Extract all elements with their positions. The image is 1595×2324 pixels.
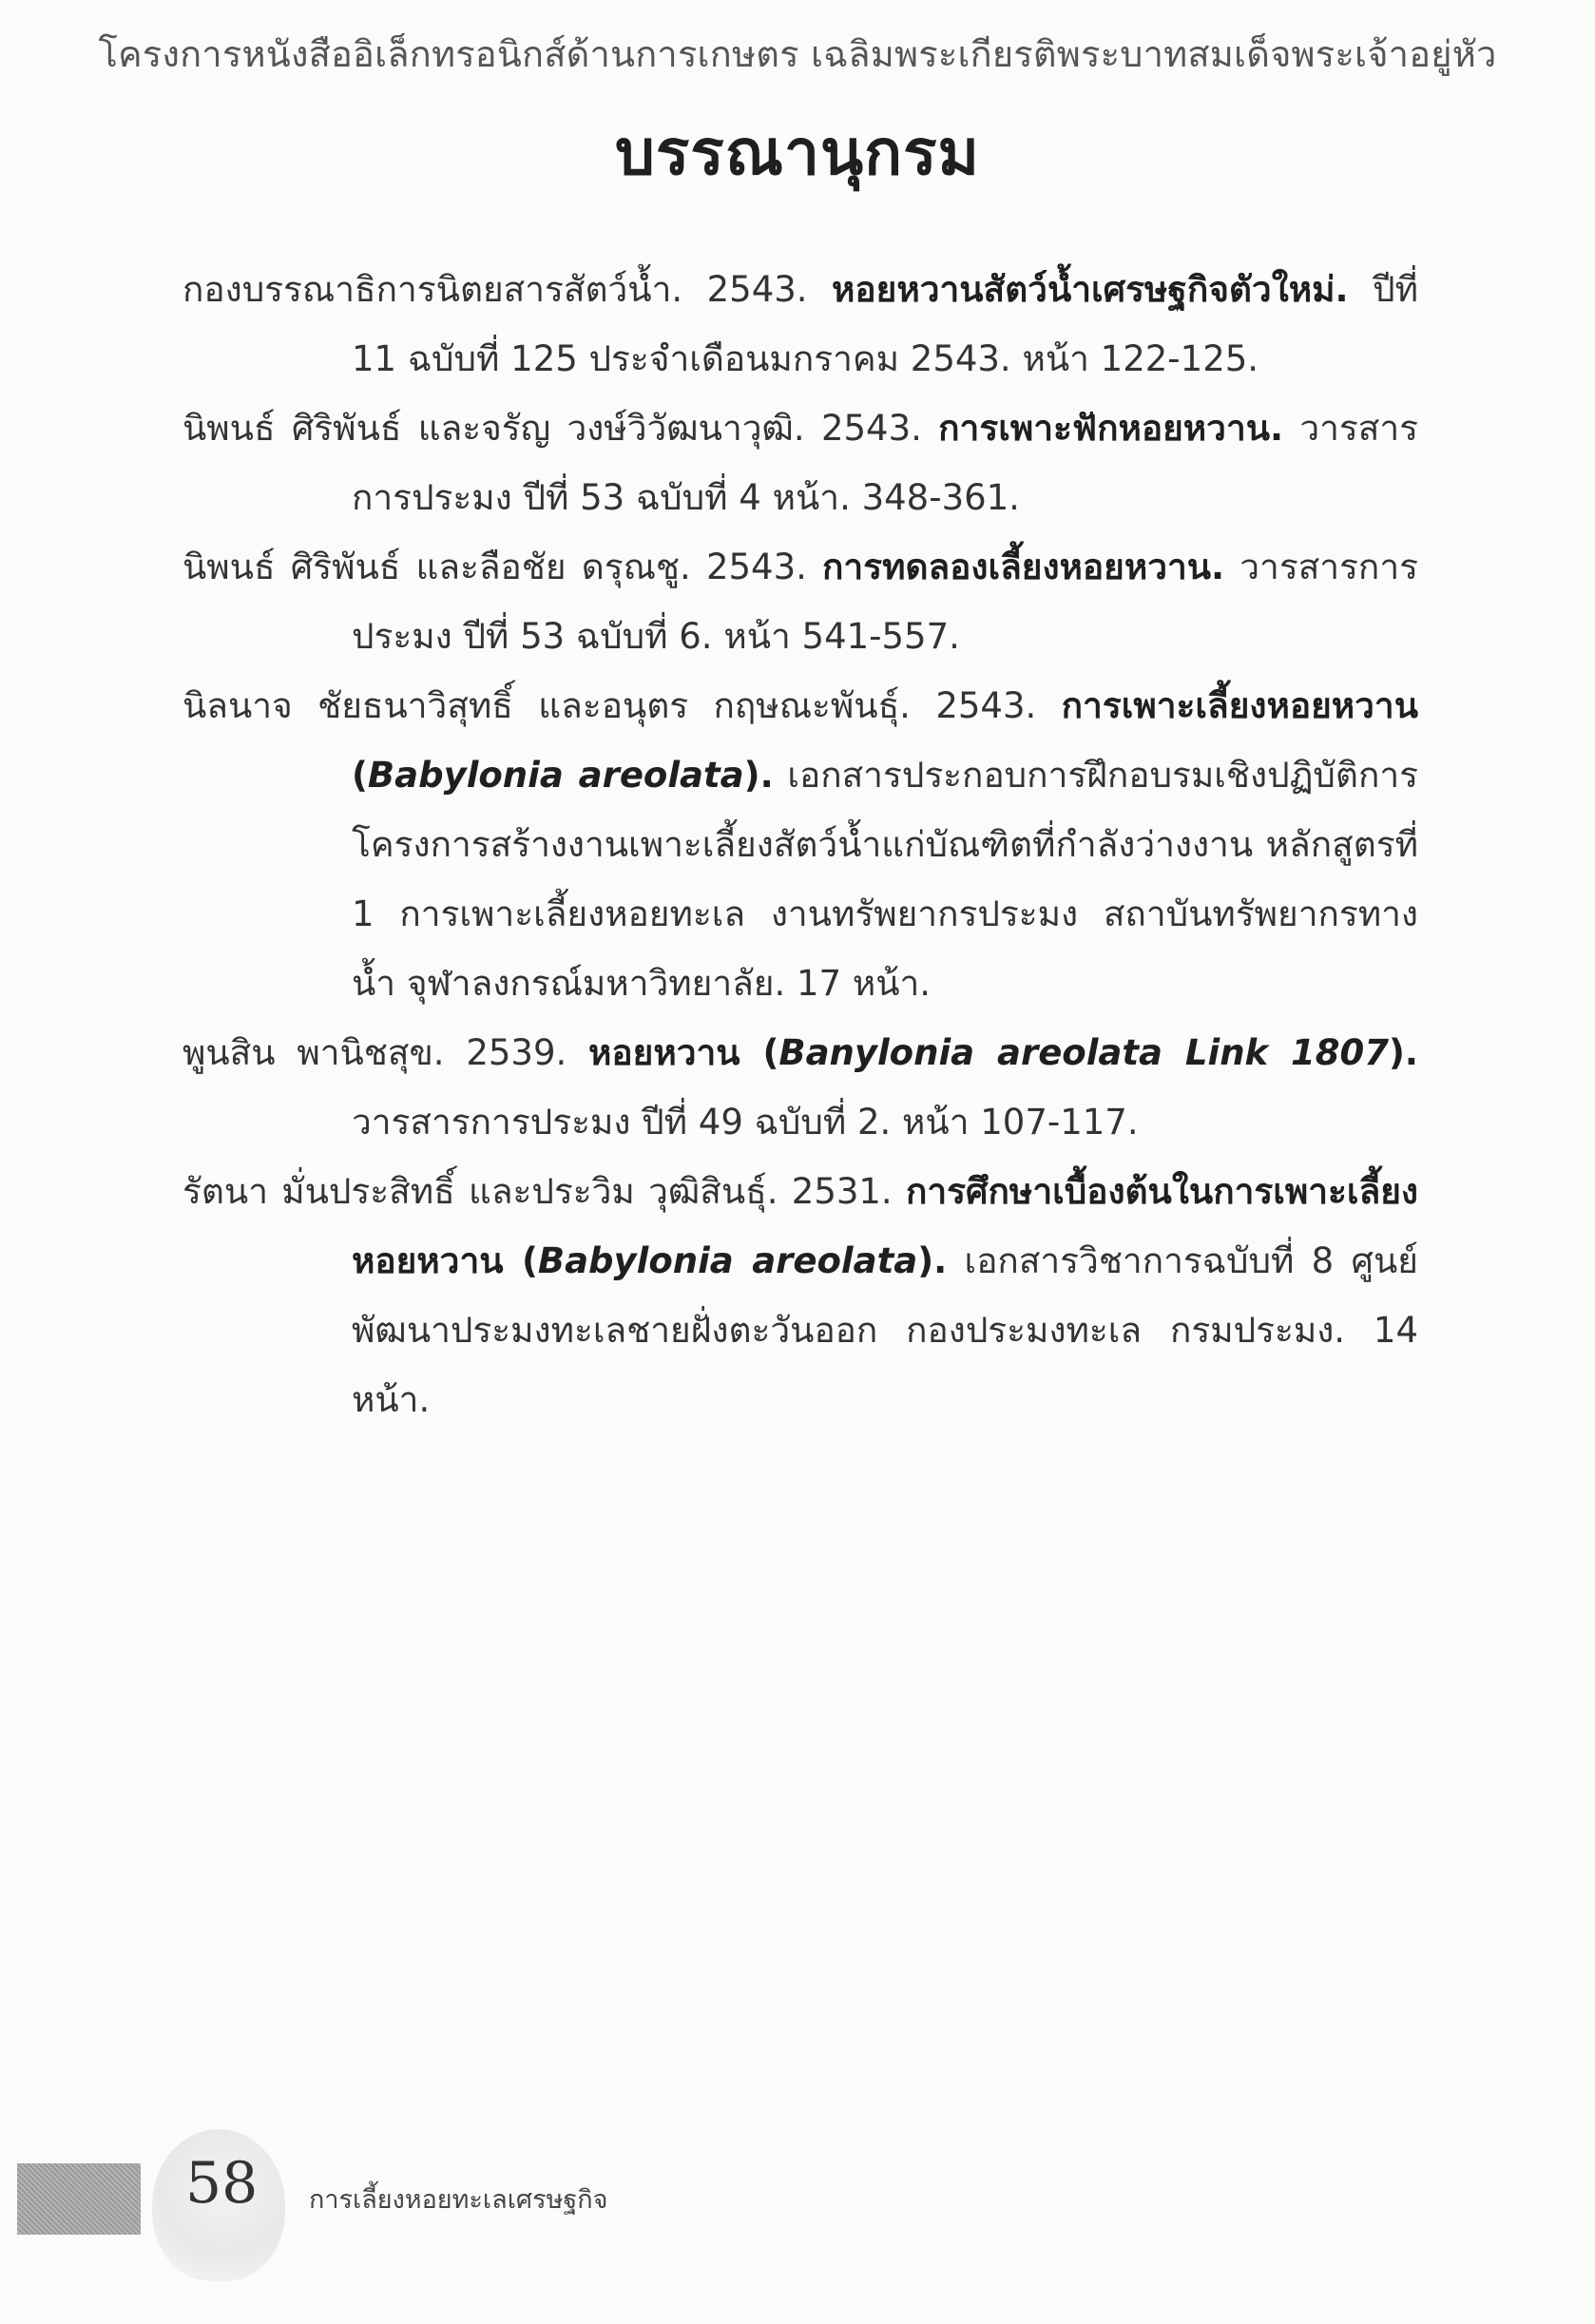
reference-entry (183, 532, 1418, 671)
species-name: Babylonia areolata (367, 755, 744, 796)
page-number: 58 (185, 2150, 259, 2217)
footer-book-title: การเลี้ยงหอยทะเลเศรษฐกิจ (309, 2185, 608, 2215)
reference-entry (183, 394, 1418, 532)
page-footer (0, 2129, 1595, 2243)
species-name: Babylonia areolata (537, 1240, 918, 1281)
reference-title: การเพาะฟักหอยหวาน. (938, 408, 1284, 449)
species-name: Banylonia areolata Link 1807 (778, 1032, 1390, 1073)
reference-title: การทดลองเลี้ยงหอยหวาน. (822, 547, 1225, 587)
reference-details: วารสารการประมง ปีที่ 53 ฉบับที่ 4 หน้า. 348-361. (352, 408, 1419, 518)
reference-author-year: นิพนธ์ ศิริพันธ์ และลือชัย ดรุณชู. 2543. (183, 547, 823, 587)
reference-details: เอกสารวิชาการฉบับที่ 8 ศูนย์พัฒนาประมงทะเลชายฝั่งตะวันออก กองประมงทะเล กรมประมง. 14 หน้า. (352, 1240, 1418, 1420)
reference-entry (183, 1157, 1418, 1434)
reference-list (183, 255, 1418, 1434)
reference-author-year: พูนสิน พานิชสุข. 2539. (183, 1032, 589, 1073)
reference-author-year: นิลนาจ ชัยธนาวิสุทธิ์ และอนุตร กฤษณะพันธุ์. 2543. (183, 685, 1062, 726)
reference-details: วารสารการประมง ปีที่ 49 ฉบับที่ 2. หน้า 107-117. (352, 1102, 1139, 1143)
reference-author-year: นิพนธ์ ศิริพันธ์ และจรัญ วงษ์วิวัฒนาวุฒิ. 2543. (183, 408, 939, 449)
reference-title: การศึกษาเบื้องต้นในการเพาะเลี้ยงหอยหวาน (Babylonia areolata). (352, 1171, 1418, 1281)
reference-details: วารสารการประมง ปีที่ 53 ฉบับที่ 6. หน้า 541-557. (352, 547, 1418, 657)
reference-author-year: กองบรรณาธิการนิตยสารสัตว์น้ำ. 2543. (183, 269, 833, 310)
reference-author-year: รัตนา มั่นประสิทธิ์ และประวิม วุฒิสินธุ์. 2531. (183, 1171, 906, 1212)
reference-title: หอยหวาน (Banylonia areolata Link 1807). (588, 1032, 1418, 1073)
running-header: โครงการหนังสืออิเล็กทรอนิกส์ด้านการเกษตร เฉลิมพระเกียรติพระบาทสมเด็จพระเจ้าอยู่หัว (98, 33, 1497, 75)
reference-details: เอกสารประกอบการฝึกอบรมเชิงปฏิบัติการ โครงการสร้างงานเพาะเลี้ยงสัตว์น้ำแก่บัณฑิตที่กำลังว่างงาน หลักสูตรที่ 1 การเพาะเลี้ยงหอยทะเล งานทรัพยากรประมง สถาบันทรัพยากรทางน้ำ จุฬาลงกรณ์มหาวิทยาลัย. 17 หน้า. (352, 755, 1418, 1004)
page-title: บรรณานุกรม (614, 116, 981, 189)
reference-entry (183, 1018, 1418, 1157)
footer-gray-bar (17, 2163, 141, 2235)
reference-title: หอยหวานสัตว์น้ำเศรษฐกิจตัวใหม่. (832, 269, 1349, 310)
reference-entry (183, 255, 1418, 394)
reference-details: ปีที่ 11 ฉบับที่ 125 ประจำเดือนมกราคม 2543. หน้า 122-125. (352, 269, 1418, 379)
reference-entry (183, 671, 1418, 1018)
reference-title: การเพาะเลี้ยงหอยหวาน (Babylonia areolata). (352, 685, 1418, 796)
